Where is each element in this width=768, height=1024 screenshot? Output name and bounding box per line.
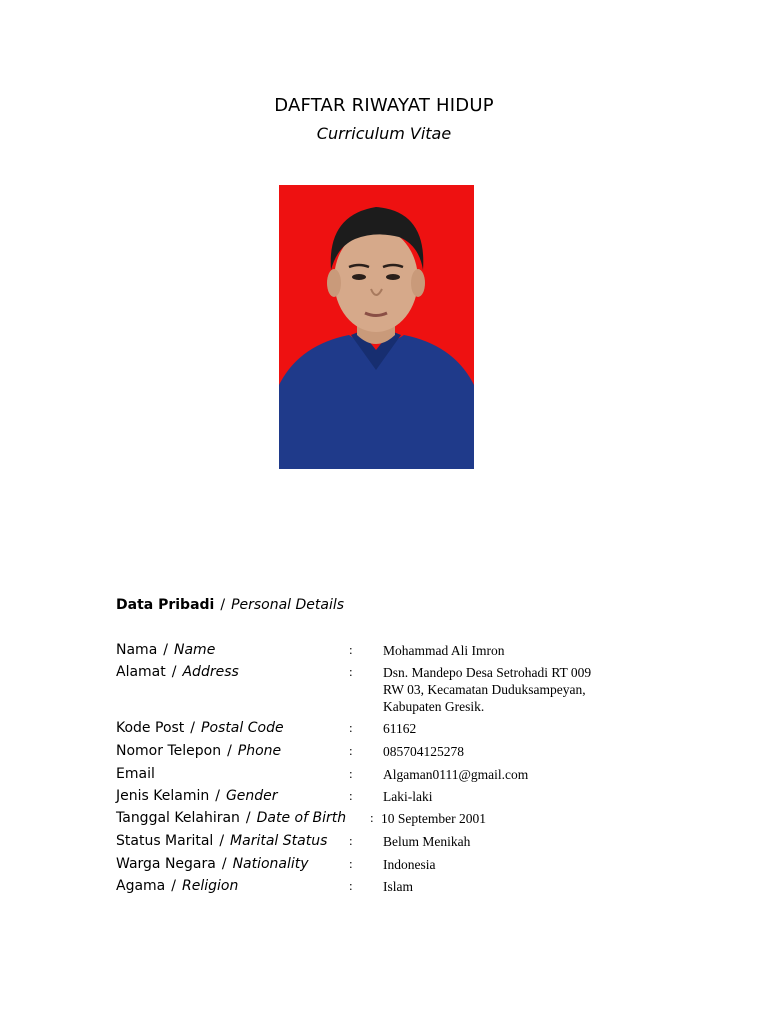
detail-label: Nomor Telepon / Phone — [116, 743, 282, 759]
detail-value-email: Algaman0111@gmail.com — [383, 767, 529, 782]
detail-value-religion: Islam — [383, 879, 413, 894]
section-title-en: Personal Details — [231, 597, 345, 613]
detail-value-nationality: Indonesia — [383, 857, 436, 872]
detail-colon: : — [349, 743, 353, 758]
detail-label: Status Marital / Marital Status — [116, 833, 328, 849]
detail-value-name: Mohammad Ali Imron — [383, 643, 505, 658]
detail-colon: : — [349, 642, 353, 657]
detail-value-gender: Laki-laki — [383, 789, 433, 804]
address-line-3: Kabupaten Gresik. — [383, 699, 485, 714]
address-line-2: RW 03, Kecamatan Duduksampeyan, — [383, 682, 586, 697]
document-subtitle: Curriculum Vitae — [316, 124, 452, 143]
profile-photo — [279, 185, 474, 469]
detail-label: Agama / Religion — [116, 878, 239, 894]
detail-colon: : — [349, 856, 353, 871]
detail-label: Kode Post / Postal Code — [116, 720, 284, 736]
section-separator: / — [220, 597, 226, 613]
detail-value-phone: 085704125278 — [383, 744, 464, 759]
address-line-1: Dsn. Mandepo Desa Setrohadi RT 009 — [383, 665, 592, 680]
detail-label: Warga Negara / Nationality — [116, 856, 309, 872]
portrait-illustration — [279, 185, 474, 469]
section-title-id: Data Pribadi — [116, 597, 215, 613]
detail-value-marital-status: Belum Menikah — [383, 834, 471, 849]
section-heading-personal-details — [116, 597, 344, 613]
detail-label: Alamat / Address — [116, 664, 239, 680]
detail-label: Tanggal Kelahiran / Date of Birth — [116, 810, 347, 826]
detail-colon: : — [349, 878, 353, 893]
detail-value-address — [383, 664, 643, 715]
detail-colon: : — [349, 720, 353, 735]
detail-value-date-of-birth: 10 September 2001 — [381, 811, 486, 826]
detail-label: Nama / Name — [116, 642, 216, 658]
detail-value-postal-code: 61162 — [383, 721, 417, 736]
detail-colon: : — [349, 788, 353, 803]
detail-colon: : — [349, 664, 353, 679]
detail-label: Jenis Kelamin / Gender — [116, 788, 278, 804]
document-title: DAFTAR RIWAYAT HIDUP — [274, 95, 494, 116]
detail-label: Email — [116, 766, 155, 782]
detail-colon: : — [349, 833, 353, 848]
detail-colon: : — [370, 810, 374, 825]
detail-colon: : — [349, 766, 353, 781]
